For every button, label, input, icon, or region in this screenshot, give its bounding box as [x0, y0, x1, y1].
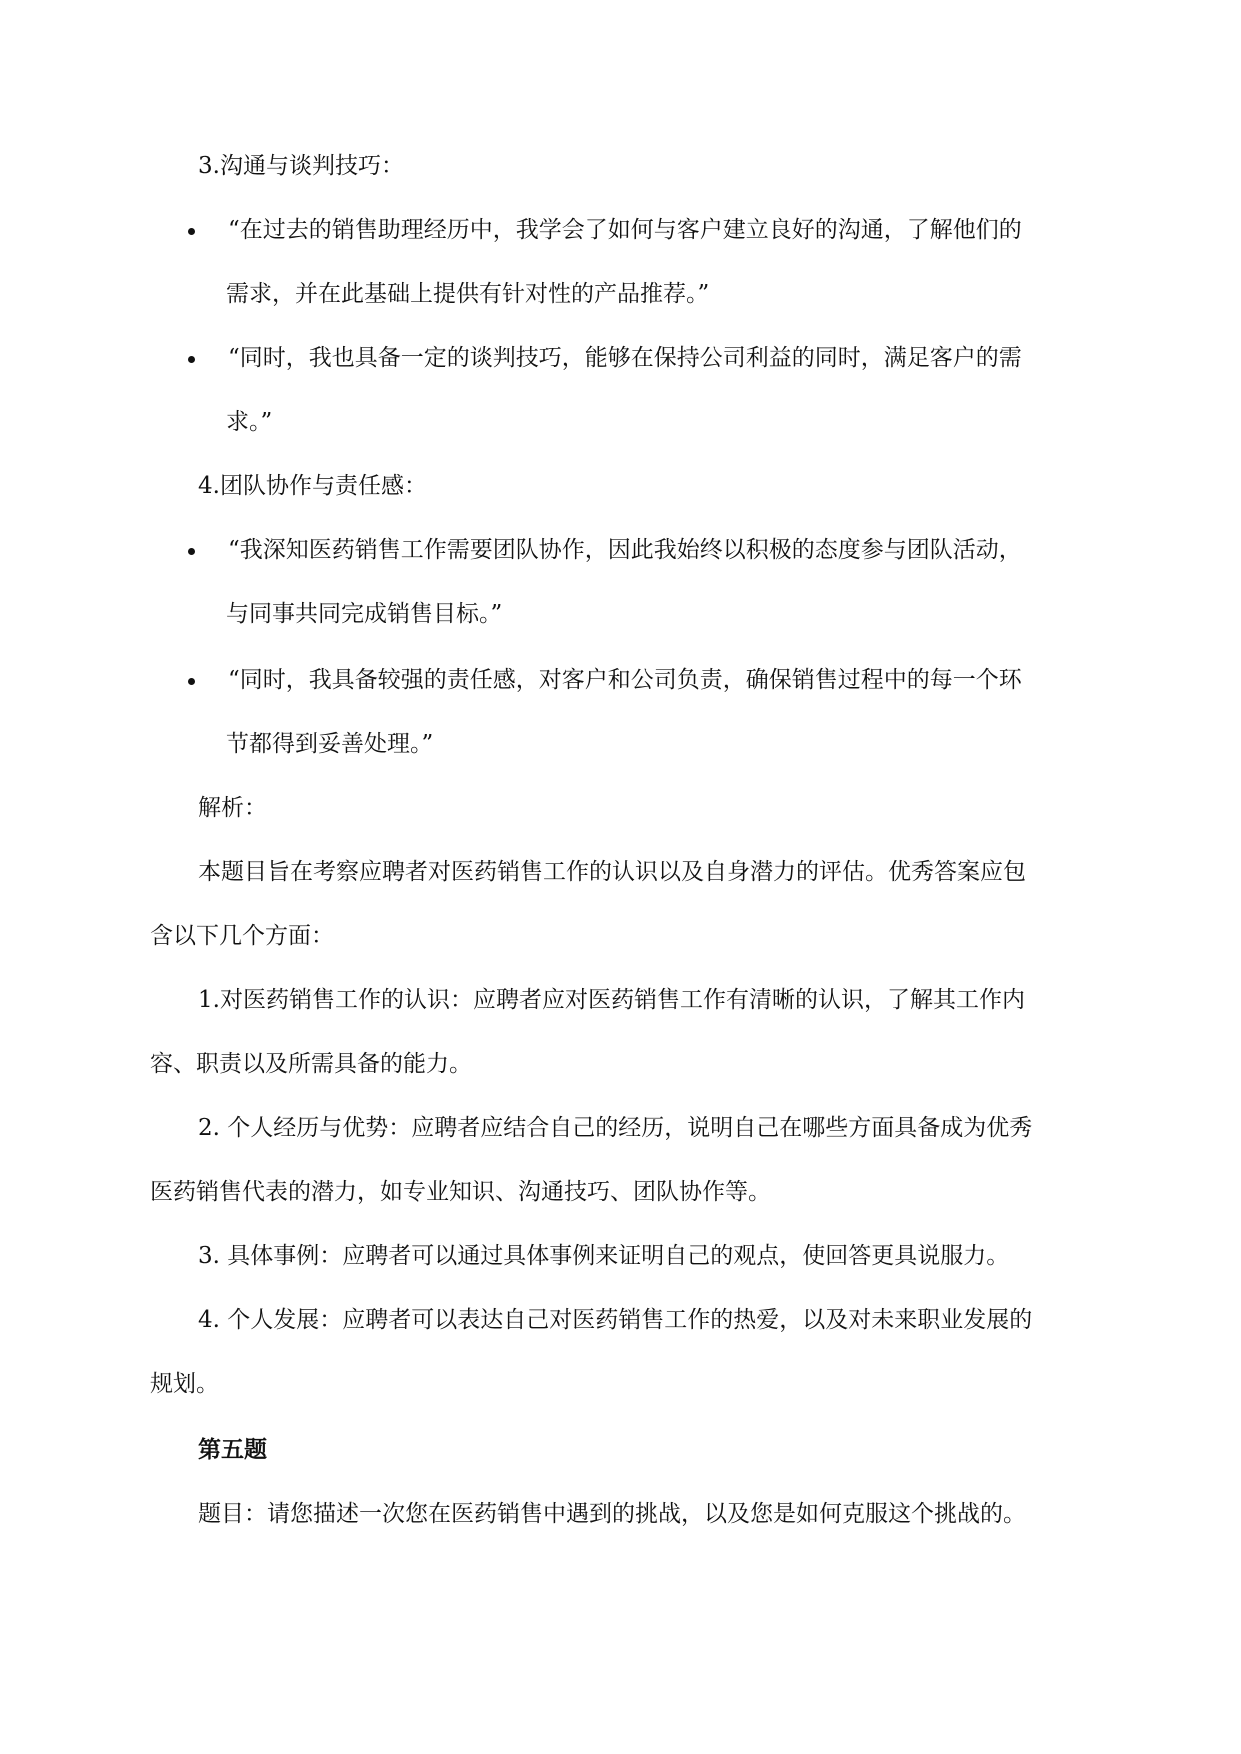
- section-heading: 3.沟通与谈判技巧：: [198, 153, 404, 179]
- bullet-icon: [188, 678, 195, 685]
- bullet-text: “我深知医药销售工作需要团队协作，因此我始终以积极的态度参与团队活动，: [228, 537, 1022, 563]
- analysis-point: 4. 个人发展：应聘者可以表达自己对医药销售工作的热爱，以及对未来职业发展的: [198, 1307, 1033, 1333]
- analysis-label: 解析：: [198, 795, 267, 821]
- question-text: 题目：请您描述一次您在医药销售中遇到的挑战，以及您是如何克服这个挑战的。: [198, 1501, 1026, 1527]
- analysis-point: 2. 个人经历与优势：应聘者应结合自己的经历，说明自己在哪些方面具备成为优秀: [198, 1115, 1033, 1141]
- bullet-text: 与同事共同完成销售目标。”: [226, 601, 503, 627]
- analysis-point: 医药销售代表的潜力，如专业知识、沟通技巧、团队协作等。: [150, 1179, 771, 1205]
- analysis-point: 规划。: [150, 1371, 219, 1397]
- bullet-text: 求。”: [226, 409, 273, 435]
- bullet-text: “同时，我也具备一定的谈判技巧，能够在保持公司利益的同时，满足客户的需: [228, 345, 1022, 371]
- bullet-icon: [188, 228, 195, 235]
- section-heading: 4.团队协作与责任感：: [198, 473, 427, 499]
- bullet-text: “在过去的销售助理经历中，我学会了如何与客户建立良好的沟通，了解他们的: [228, 217, 1022, 243]
- paragraph-text: 本题目旨在考察应聘者对医药销售工作的认识以及自身潜力的评估。优秀答案应包: [198, 859, 1026, 885]
- bullet-text: “同时，我具备较强的责任感，对客户和公司负责，确保销售过程中的每一个环: [228, 667, 1022, 693]
- bullet-text: 节都得到妥善处理。”: [226, 731, 434, 757]
- bullet-icon: [188, 548, 195, 555]
- bullet-text: 需求，并在此基础上提供有针对性的产品推荐。”: [226, 281, 710, 307]
- analysis-point: 1.对医药销售工作的认识：应聘者应对医药销售工作有清晰的认识，了解其工作内: [198, 987, 1025, 1013]
- question-title: 第五题: [198, 1436, 267, 1463]
- analysis-point: 容、职责以及所需具备的能力。: [150, 1051, 472, 1077]
- paragraph-text: 含以下几个方面：: [150, 923, 334, 949]
- analysis-point: 3. 具体事例：应聘者可以通过具体事例来证明自己的观点，使回答更具说服力。: [198, 1243, 1010, 1269]
- bullet-icon: [188, 356, 195, 363]
